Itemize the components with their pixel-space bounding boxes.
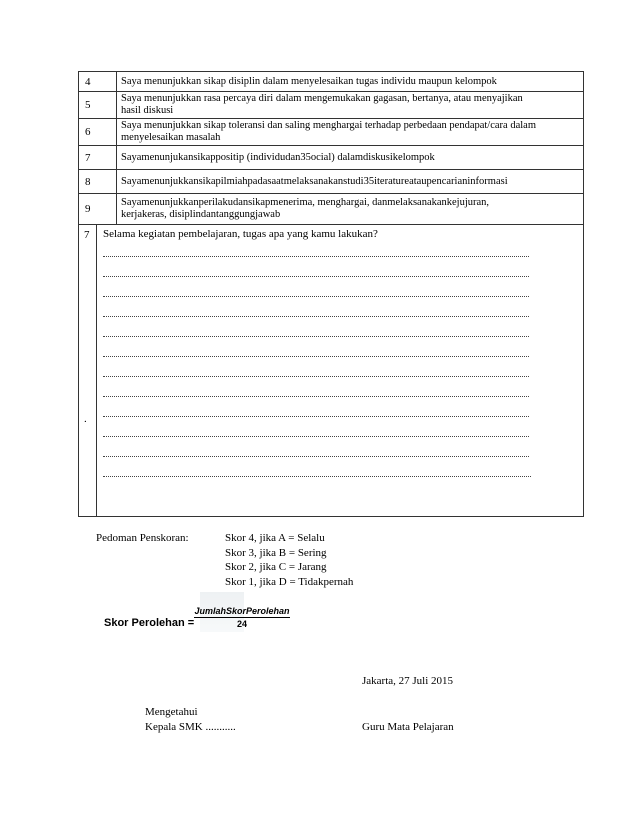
statement-line: Sayamenunjukansikappositip (individudan35ocial) dalamdiskusikelompok (121, 151, 435, 163)
score-formula-label: Skor Perolehan = (104, 617, 195, 629)
answer-line[interactable] (103, 396, 529, 397)
formula-denominator: 24 (236, 619, 247, 629)
statement-line: Sayamenunjukkanperilakudansikapmenerima, menghargai, danmelaksanakankejujuran, (121, 197, 490, 208)
open-question-text: Selama kegiatan pembelajaran, tugas apa yang kamu lakukan? (103, 228, 378, 240)
statement-line: kerjakeras, disiplindantanggungjawab (121, 209, 281, 220)
assessment-table (78, 71, 584, 517)
scoring-item: Skor 4, jika A = Selalu (225, 532, 325, 544)
table-row (78, 146, 584, 170)
answer-line[interactable] (103, 296, 529, 297)
answer-line[interactable] (103, 436, 529, 437)
row-number-text: 7 (84, 229, 90, 241)
answer-line[interactable] (103, 456, 529, 457)
answer-line[interactable] (103, 276, 529, 277)
open-question-body (97, 225, 583, 516)
row-number: 9 (79, 194, 117, 224)
answer-line[interactable] (103, 416, 529, 417)
signature-mengetahui: Mengetahui (145, 706, 198, 718)
answer-line[interactable] (103, 356, 529, 357)
row-statement (117, 92, 583, 118)
answer-line[interactable] (103, 316, 529, 317)
formula-numerator: JumlahSkorPerolehan (194, 606, 290, 616)
statement-line: Saya menunjukkan sikap disiplin dalam menyelesaikan tugas individu maupun kelompok (121, 75, 497, 87)
scoring-label: Pedoman Penskoran: (96, 532, 189, 544)
table-row (78, 170, 584, 194)
row-number: 5 (79, 92, 117, 118)
statement-line: Saya menunjukkan rasa percaya diri dalam mengemukakan gagasan, bertanya, atau menyajikan (121, 93, 523, 104)
scoring-item: Skor 1, jika D = Tidakpernah (225, 575, 354, 588)
row-statement (117, 170, 583, 193)
row-statement (117, 72, 583, 91)
statement-line: menyelesaikan masalah (121, 132, 221, 143)
answer-line[interactable] (103, 336, 529, 337)
table-row (78, 71, 584, 92)
table-row (78, 119, 584, 146)
row-number: 4 (79, 72, 117, 91)
statement-line: Saya menunjukkan sikap toleransi dan saling menghargai terhadap perbedaan pendapat/cara dalam (121, 120, 536, 131)
open-question-row (78, 225, 584, 517)
signature-date: Jakarta, 27 Juli 2015 (362, 675, 454, 687)
row-statement (117, 119, 583, 145)
row-statement (117, 146, 583, 169)
answer-line[interactable] (103, 376, 529, 377)
statement-line: Sayamenunjukkansikapilmiahpadasaatmelaksanakanstudi35iteratureataupencarianinformasi (121, 175, 508, 187)
row-number: 8 (79, 170, 117, 193)
statement-line: hasil diskusi (121, 105, 174, 116)
row-number: 6 (79, 119, 117, 145)
scoring-item: Skor 3, jika B = Sering (225, 546, 327, 559)
table-row (78, 92, 584, 119)
row-number (79, 225, 97, 516)
signature-kepala: Kepala SMK ........... (145, 721, 236, 733)
answer-line[interactable] (103, 476, 531, 477)
scoring-items (225, 531, 353, 589)
answer-line[interactable] (103, 256, 529, 257)
row-number-mark: . (84, 413, 87, 425)
signature-guru: Guru Mata Pelajaran (362, 721, 454, 733)
row-number: 7 (79, 146, 117, 169)
score-formula-fraction (194, 606, 290, 629)
table-row (78, 194, 584, 225)
scoring-item: Skor 2, jika C = Jarang (225, 561, 327, 573)
row-statement (117, 194, 583, 224)
